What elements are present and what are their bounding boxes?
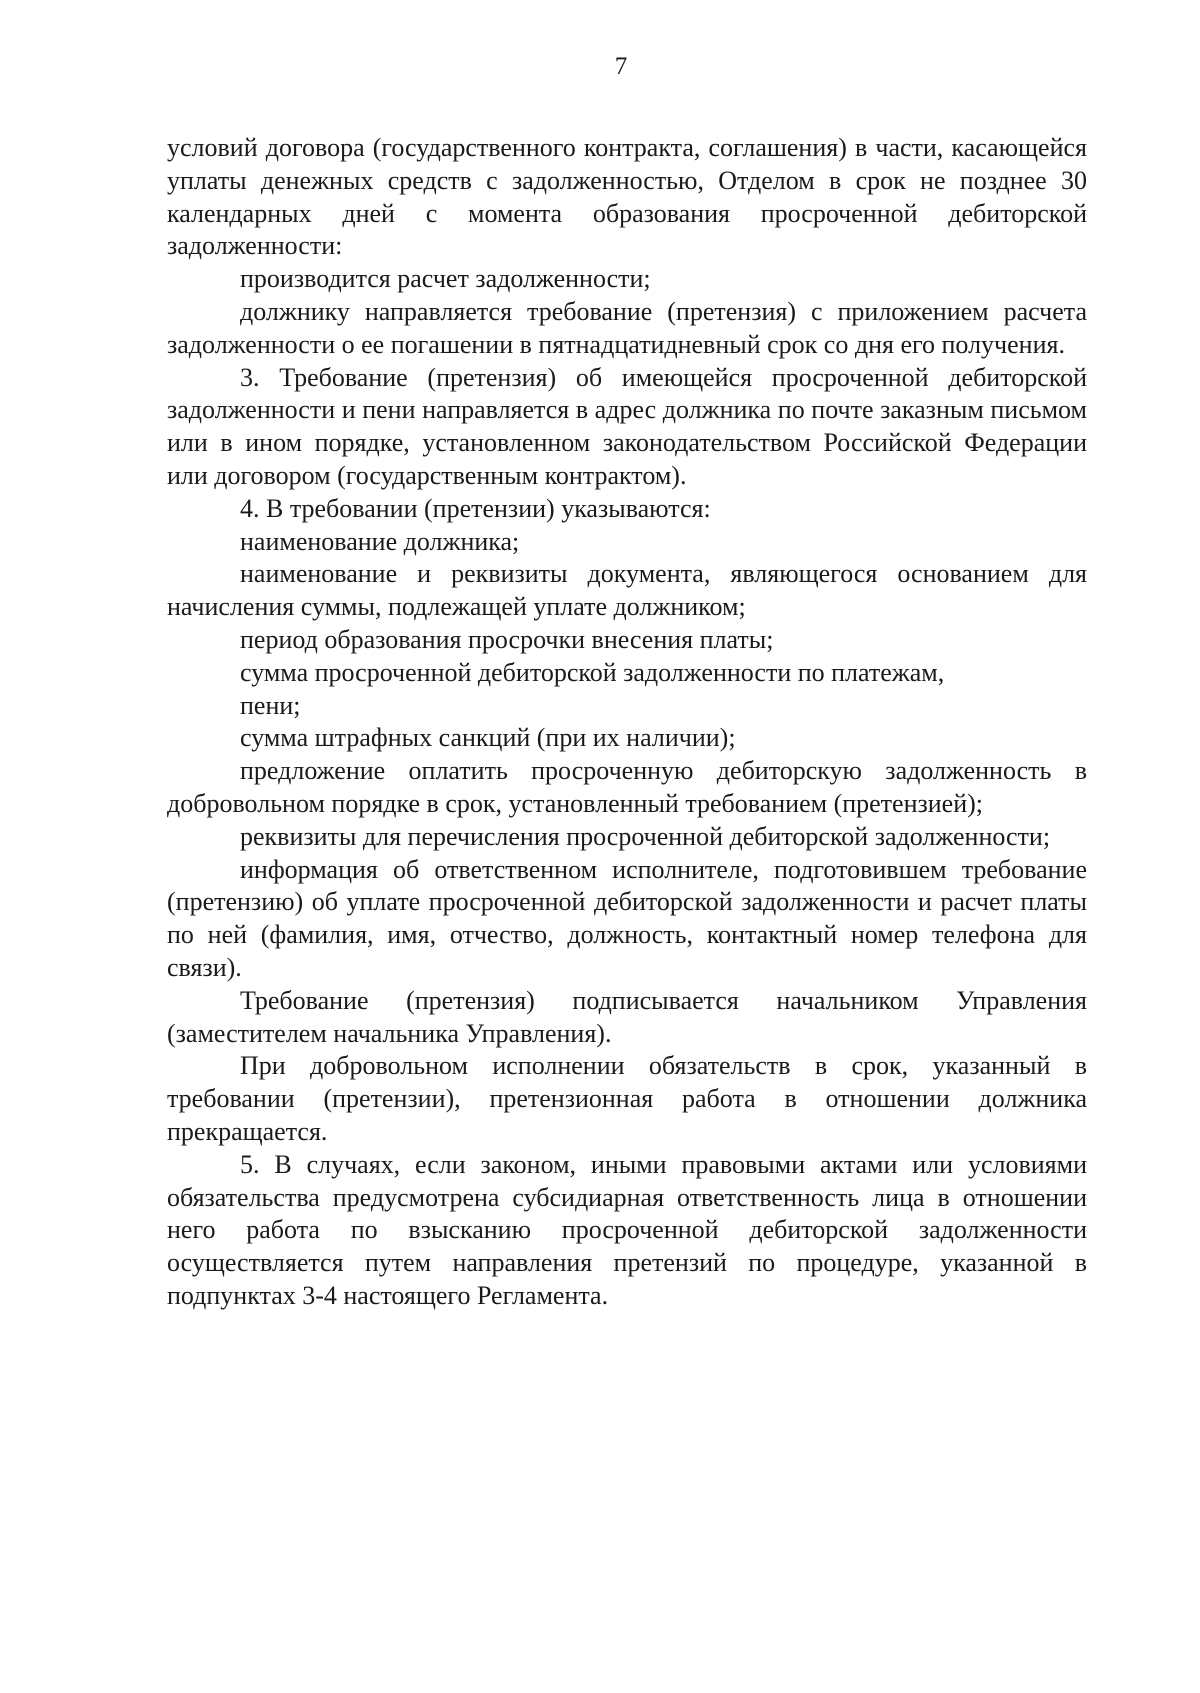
paragraph-calculation: производится расчет задолженности; [240,264,651,294]
paragraph-signature: Требование (претензия) подписывается начальником Управления (заместителем начальника Управления). [167,985,1087,1048]
list-item-overdue-period: период образования просрочки внесения платы; [240,624,774,654]
paragraph-demand-sent: должнику направляется требование (претензия) с приложением расчета задолженности о ее погашении в пятнадцатидневный срок со дня его получения. [167,296,1087,359]
document-body [167,132,1087,1313]
paragraph-voluntary-fulfillment: При добровольном исполнении обязательств в срок, указанный в требовании (претензии), претензионная работа в отношении должника прекращается. [167,1051,1087,1146]
paragraph-continuation: условий договора (государственного контракта, соглашения) в части, касающейся уплаты денежных средств с задолженностью, Отделом в срок не позднее 30 календарных дней с момента образования просроченной дебиторской задолженности: [167,133,1087,261]
list-item-payment-details: реквизиты для перечисления просроченной дебиторской задолженности; [240,821,1051,851]
page-number: 7 [614,53,628,80]
list-item-payment-offer: предложение оплатить просроченную дебиторскую задолженность в добровольном порядке в срок, установленный требованием (претензией); [167,756,1087,818]
list-item-debtor-name: наименование должника; [240,526,520,556]
paragraph-item-4: 4. В требовании (претензии) указываются: [240,493,711,523]
list-item-fines: сумма штрафных санкций (при их наличии); [240,723,736,753]
list-item-overdue-sum: сумма просроченной дебиторской задолженности по платежам, [240,657,945,687]
list-item-penalties: пени; [240,690,301,720]
list-item-executor-info: информация об ответственном исполнителе, подготовившем требование (претензию) об уплате просроченной дебиторской задолженности и расчет платы по ней (фамилия, имя, отчество, должность, контактный номер телефона для связи). [167,854,1087,982]
paragraph-item-5: 5. В случаях, если законом, иными правовыми актами или условиями обязательства предусмотрена субсидиарная ответственность лица в отношении него работа по взысканию просроченной дебиторской задолженности осуществляется путем направления претензий по процедуре, указанной в подпунктах 3-4 настоящего Регламента. [167,1149,1087,1310]
list-item-document-details: наименование и реквизиты документа, являющегося основанием для начисления суммы, подлежащей уплате должником; [167,559,1087,622]
paragraph-item-3: 3. Требование (претензия) об имеющейся просроченной дебиторской задолженности и пени направляется в адрес должника по почте заказным письмом или в ином порядке, установленном законодательством Российской Федерации или договором (государственным контрактом). [167,362,1087,490]
